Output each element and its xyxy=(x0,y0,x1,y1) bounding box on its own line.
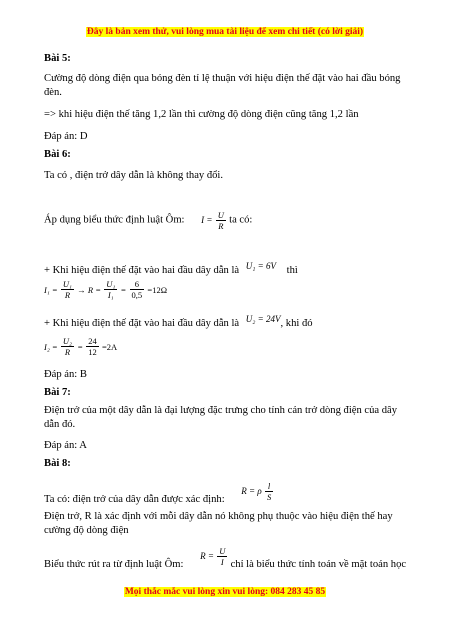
eq2-n1: U₂ xyxy=(62,336,72,346)
resistivity-fraction xyxy=(265,481,273,502)
bai6-ohm-text: Áp dụng biểu thức định luật Ôm: xyxy=(44,214,185,226)
ohm-den: R xyxy=(218,221,224,231)
bai7-answer: Đáp án: A xyxy=(44,440,87,451)
bai6-answer: Đáp án: B xyxy=(44,369,87,380)
bai8-title: Bài 8: xyxy=(44,458,71,469)
case2-after: , khi đó xyxy=(280,318,313,329)
resistivity-lhs: R = ρ xyxy=(241,485,262,496)
resistivity-formula xyxy=(241,481,274,502)
eq1-frac-1 xyxy=(61,279,74,300)
bai8-line-1 xyxy=(44,481,414,505)
bai8-p1-text: Ta có: điện trở của dây dẫn được xác định: xyxy=(44,493,225,505)
bai5-paragraph-1: Cường độ dòng điện qua bóng đèn tỉ lệ thuận với hiệu điện thế đặt vào hai đầu bóng đèn. xyxy=(44,73,401,98)
resistivity-num: l xyxy=(265,481,273,492)
eq1-lhs: I₁ = xyxy=(44,284,58,295)
ohm-num: U xyxy=(217,210,224,220)
bai6-equation-2 xyxy=(44,336,414,357)
eq2-frac-1 xyxy=(61,336,74,357)
ohm-fraction xyxy=(216,210,226,231)
bai7-title: Bài 7: xyxy=(44,387,71,398)
bai5-title: Bài 5: xyxy=(44,53,71,64)
ohm-r-fraction xyxy=(217,546,227,567)
footer-banner-text: Mọi thắc mắc vui lòng xin vui lòng: 084 283 45 85 xyxy=(124,587,326,597)
resistivity-den: S xyxy=(266,492,272,502)
bai5-answer: Đáp án: D xyxy=(44,131,88,142)
bai8-line-3 xyxy=(44,546,414,570)
header-banner xyxy=(0,27,450,37)
bai6-title: Bài 6: xyxy=(44,149,71,160)
eq2-equals: = xyxy=(77,341,83,352)
bai5-paragraph-2: => khi hiệu điện thế tăng 1,2 lần thì cường độ dòng điện cũng tăng 1,2 lần xyxy=(44,109,359,120)
eq1-equals: = xyxy=(120,284,127,295)
eq1-d2: I₁ xyxy=(107,290,114,300)
eq1-result: =12Ω xyxy=(147,284,168,295)
eq1-d3: 0,5 xyxy=(131,290,143,300)
bai6-ohm-after: ta có: xyxy=(229,214,253,226)
bai6-paragraph-1: Ta có , điện trở dây dẫn là không thay đổi. xyxy=(44,170,224,181)
eq2-result: =2A xyxy=(102,341,118,352)
ohm-r-num: U xyxy=(219,546,226,556)
eq1-d1: R xyxy=(64,290,71,300)
bai6-equation-1 xyxy=(44,279,414,300)
eq1-frac-2 xyxy=(104,279,117,300)
bai6-case-1 xyxy=(44,263,414,278)
header-banner-text: Đây là bản xem thử, vui lòng mua tài liệu để xem chi tiết (có lời giải) xyxy=(86,27,364,37)
footer-banner xyxy=(0,587,450,597)
eq2-lhs: I₂ = xyxy=(44,341,58,352)
case1-after: thì xyxy=(286,265,298,276)
eq1-n3: 6 xyxy=(130,279,145,290)
eq1-n1: U₁ xyxy=(62,279,72,289)
bai8-p3-after: chỉ là biểu thức tính toán về mặt toán học xyxy=(230,558,407,570)
bai8-p3-text: Biểu thức rút ra từ định luật Ôm: xyxy=(44,558,184,570)
eq2-frac-2 xyxy=(86,336,99,357)
case2-text: + Khi hiệu điện thế đặt vào hai đầu dây dẫn là xyxy=(44,318,240,329)
eq1-n2: U₁ xyxy=(106,279,116,289)
bai7-paragraph-1: Điện trở của một dây dẫn là đại lượng đặc trưng cho tính cản trở dòng điện của dây dẫn đó. xyxy=(44,405,398,430)
eq1-arrow: → R = xyxy=(77,284,101,295)
ohm-formula xyxy=(201,210,229,231)
eq2-d1: R xyxy=(64,347,71,357)
case1-voltage: U₁ = 6V xyxy=(245,261,276,271)
ohm-r-den: I xyxy=(220,557,224,567)
bai8-paragraph-2: Điện trở, R là xác định với mỗi dây dẫn nó không phụ thuộc vào hiệu điện thế hay cường độ dòng điện xyxy=(44,511,393,536)
case1-text: + Khi hiệu điện thế đặt vào hai đầu dây dẫn là xyxy=(44,265,240,276)
bai6-case-2 xyxy=(44,316,414,331)
bai6-ohm-law-line xyxy=(44,210,414,231)
ohm-r-formula xyxy=(200,546,230,567)
eq1-frac-3 xyxy=(130,279,145,300)
ohm-lhs: I = xyxy=(201,214,213,225)
ohm-r-lhs: R = xyxy=(200,550,214,561)
eq2-d2: 12 xyxy=(88,347,97,357)
eq2-n2: 24 xyxy=(88,336,97,346)
case2-voltage: U₂ = 24V xyxy=(245,314,281,324)
